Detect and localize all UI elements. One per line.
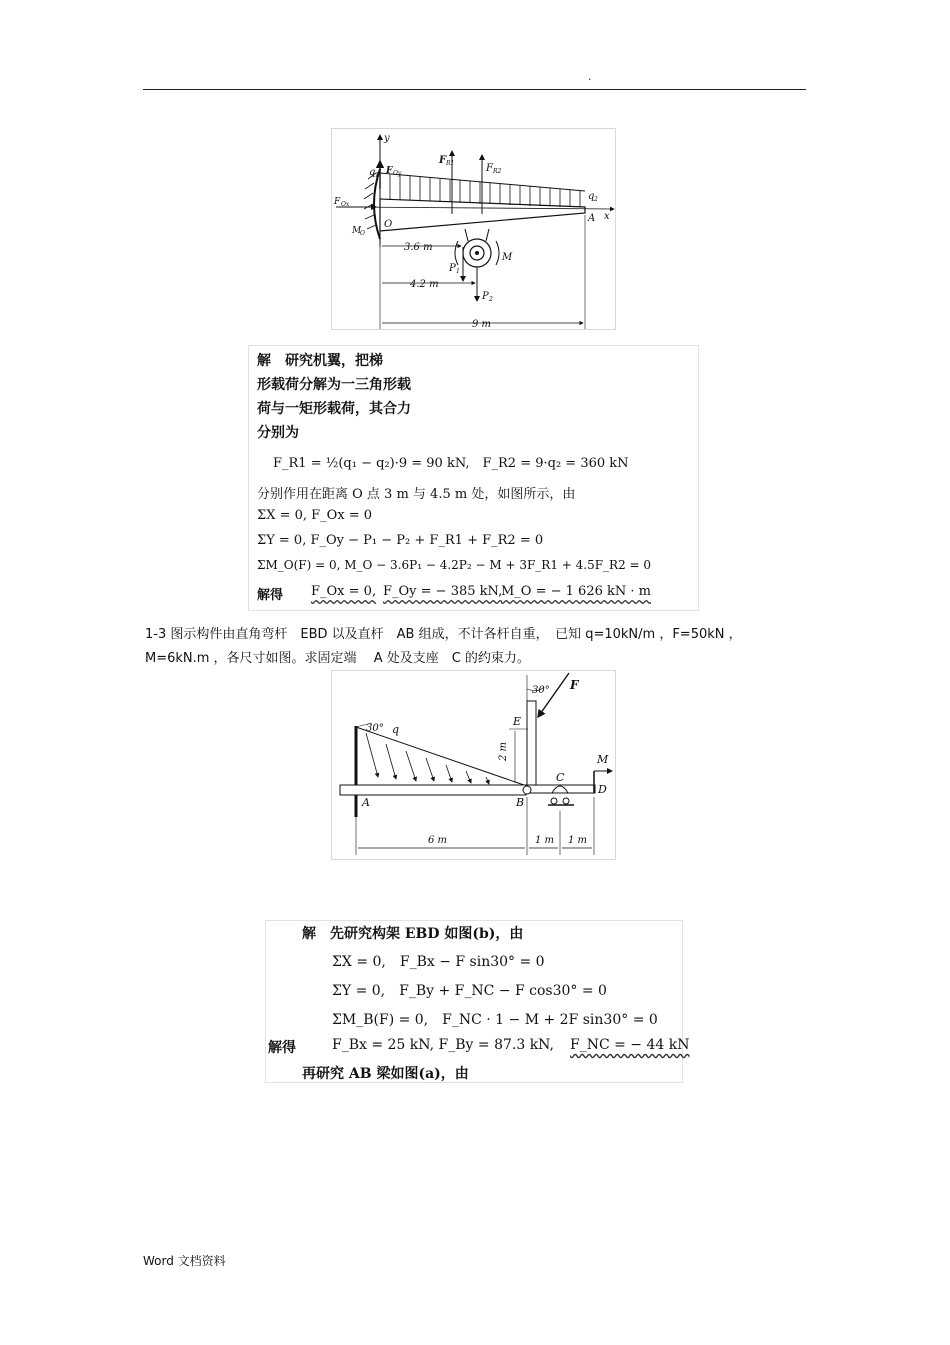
label-FR2-sub: R2 xyxy=(493,168,502,175)
label-F: F xyxy=(570,678,579,692)
figure-wing-beam xyxy=(331,128,616,330)
label-M: M xyxy=(597,753,609,766)
sol1-line-10-fox: F_Ox = 0, xyxy=(311,584,377,599)
label-D: D xyxy=(598,783,607,796)
sol1-line-3: 荷与一矩形载荷，其合力 xyxy=(257,401,411,417)
problem-line-2: M=6kN.m ，各尺寸如图。求固定端 A 处及支座 C 的约束力。 xyxy=(145,651,530,666)
label-dim-6m: 6 m xyxy=(428,835,448,846)
label-P2: P xyxy=(482,291,489,302)
frame-diagram xyxy=(332,671,617,861)
label-C: C xyxy=(556,771,565,784)
label-x: x xyxy=(604,211,610,222)
sol1-line-10-foy: F_Oy = − 385 kN, xyxy=(383,584,503,599)
sol2-line-4: ΣM_B(F) = 0, F_NC · 1 − M + 2F sin30° = 0 xyxy=(332,1012,658,1028)
label-q2: q xyxy=(588,191,595,202)
problem-line-1: 1-3 图示构件由直角弯杆 EBD 以及直杆 AB 组成，不计各杆自重， 已知 q=10kN/m ，F=50kN ， xyxy=(145,627,742,642)
label-FOy: F xyxy=(386,166,393,176)
footer-text: Word 文档资料 xyxy=(143,1254,226,1268)
label-FOx: F xyxy=(334,197,341,207)
sol1-line-6: 分别作用在距离 O 点 3 m 与 4.5 m 处，如图所示，由 xyxy=(257,487,576,502)
label-q2-sub: 2 xyxy=(594,196,598,203)
label-angle-30-a: 30° xyxy=(366,723,384,734)
label-y: y xyxy=(384,133,390,144)
label-dim-9: 9 m xyxy=(472,319,492,330)
header-rule xyxy=(143,89,806,90)
sol1-line-1: 解 研究机翼，把梯 xyxy=(257,353,383,369)
label-MO: M xyxy=(352,226,362,236)
label-B: B xyxy=(516,796,525,809)
label-A: A xyxy=(362,796,370,809)
label-FR2: F xyxy=(486,163,493,174)
label-q1-sub: 1 xyxy=(375,172,379,179)
sol2-line-6: 再研究 AB 梁如图(a)，由 xyxy=(302,1066,469,1082)
sol1-line-4: 分别为 xyxy=(257,425,299,441)
figure-frame xyxy=(331,670,616,860)
label-FR1: F xyxy=(439,155,447,166)
solution-2 xyxy=(265,920,690,1083)
label-FOy-sub: Oy xyxy=(393,170,402,177)
label-dim-4.2: 4.2 m xyxy=(410,279,439,290)
sol2-line-5-values: F_Bx = 25 kN, F_By = 87.3 kN, xyxy=(332,1037,554,1053)
label-q: q xyxy=(392,723,400,736)
label-MO-sub: O xyxy=(360,230,365,237)
label-FOx-sub: Ox xyxy=(341,201,350,208)
sol1-line-10-label: 解得 xyxy=(257,588,284,603)
sol2-line-5-label: 解得 xyxy=(268,1040,296,1056)
label-dim-3.6: 3.6 m xyxy=(404,242,433,253)
label-A: A xyxy=(588,213,596,224)
label-angle-30-b: 30° xyxy=(532,685,550,696)
sol2-line-1: 解 先研究构架 EBD 如图(b)，由 xyxy=(302,926,524,942)
sol1-line-2: 形载荷分解为一三角形载 xyxy=(257,377,411,393)
sol1-line-7: ΣX = 0, F_Ox = 0 xyxy=(257,508,373,523)
sol1-line-9: ΣM_O(F) = 0, M_O − 3.6P₁ − 4.2P₂ − M + 3F_R1 + 4.5F_R2 = 0 xyxy=(257,558,652,572)
sol1-line-10-mo: M_O = − 1 626 kN · m xyxy=(501,584,651,599)
sol2-line-2: ΣX = 0, F_Bx − F sin30° = 0 xyxy=(332,954,545,970)
sol1-line-8: ΣY = 0, F_Oy − P₁ − P₂ + F_R1 + F_R2 = 0 xyxy=(257,533,544,548)
wing-beam-diagram xyxy=(332,129,617,331)
label-P1-sub: 1 xyxy=(456,268,460,275)
label-P2-sub: 2 xyxy=(489,296,493,303)
label-dim-1m-b: 1 m xyxy=(568,835,588,846)
header-dot: . xyxy=(588,70,592,83)
label-FR1-sub: R1 xyxy=(446,160,455,167)
label-M: M xyxy=(502,252,513,263)
label-dim-2m: 2 m xyxy=(498,741,509,761)
sol2-line-5-fnc: F_NC = − 44 kN xyxy=(570,1037,690,1053)
solution-1 xyxy=(248,345,699,611)
sol2-line-3: ΣY = 0, F_By + F_NC − F cos30° = 0 xyxy=(332,983,607,999)
label-q1: q xyxy=(369,167,376,178)
sol1-line-5: F_R1 = ½(q₁ − q₂)·9 = 90 kN, F_R2 = 9·q₂ = 360 kN xyxy=(273,456,629,471)
label-O: O xyxy=(384,219,393,230)
label-P1: P xyxy=(449,263,456,274)
label-E: E xyxy=(513,715,522,728)
label-dim-1m-a: 1 m xyxy=(535,835,555,846)
